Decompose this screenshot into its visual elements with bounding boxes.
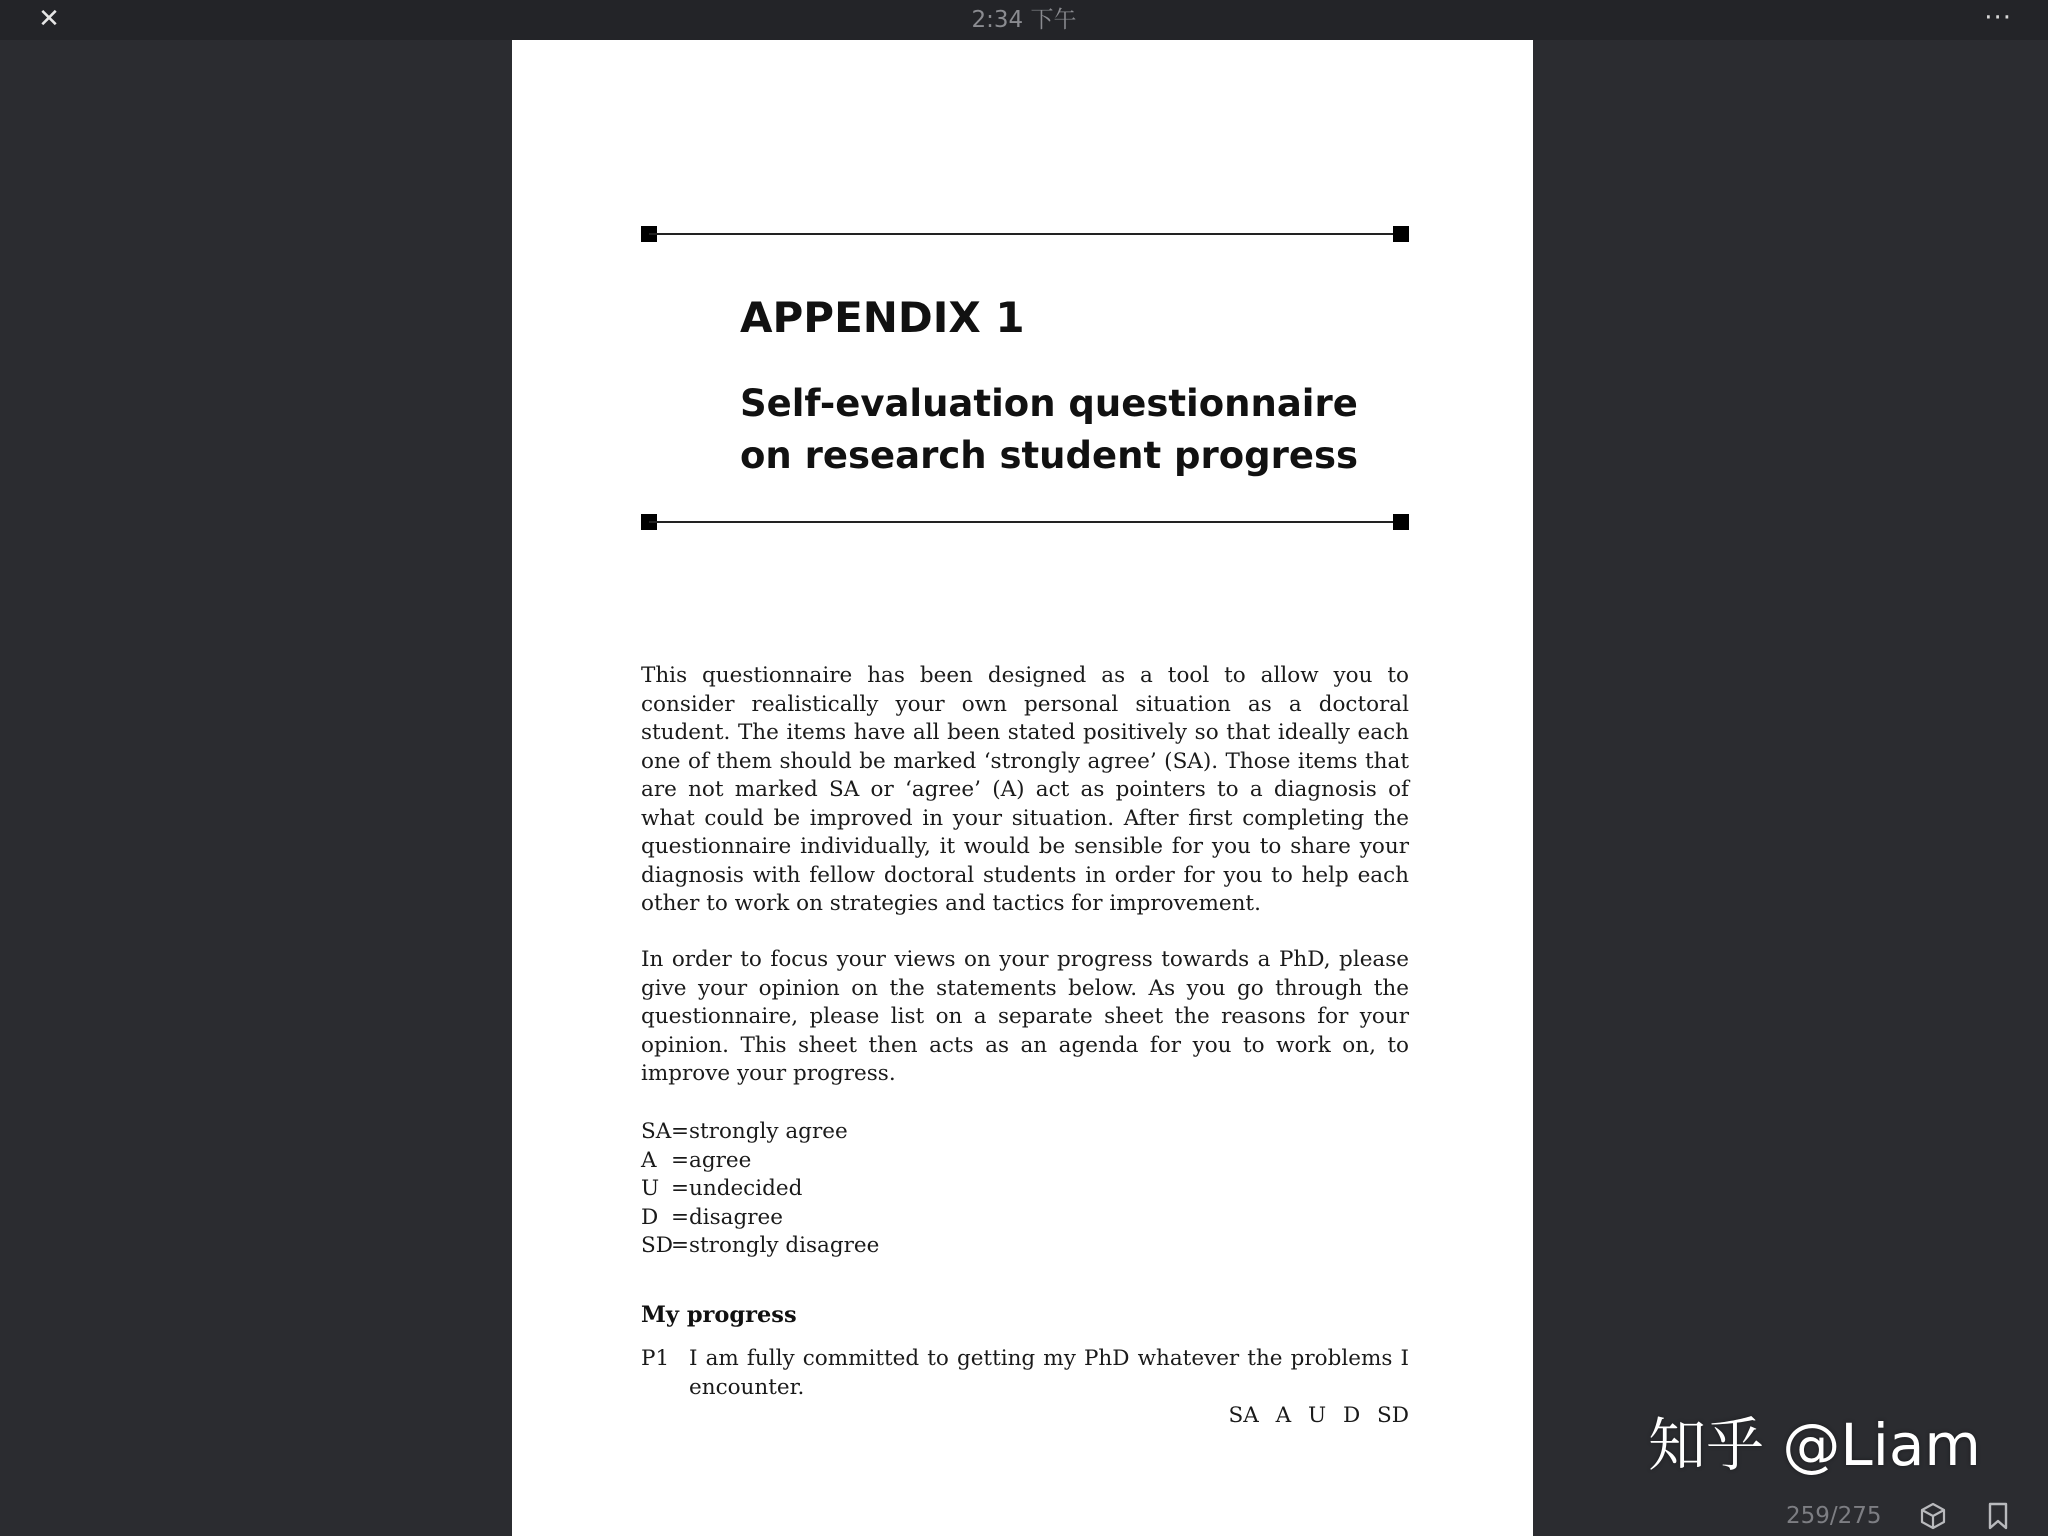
rating-scale bbox=[1218, 1402, 1409, 1431]
legend-row: SD=strongly disagree bbox=[641, 1233, 880, 1258]
page-counter: 259/275 bbox=[1786, 1503, 1882, 1529]
bookmark-icon[interactable] bbox=[1986, 1501, 2010, 1531]
scale-option: SA bbox=[1228, 1403, 1259, 1428]
scale-option: SD bbox=[1377, 1403, 1409, 1428]
appendix-label: APPENDIX 1 bbox=[740, 293, 1025, 342]
legend-row: U =undecided bbox=[641, 1176, 803, 1201]
rating-legend bbox=[641, 1118, 879, 1261]
item-number: P1 bbox=[641, 1346, 670, 1371]
watermark: 知乎 @Liam bbox=[1648, 1411, 1981, 1479]
scale-option: D bbox=[1342, 1403, 1361, 1428]
intro-paragraph: This questionnaire has been designed as a tool to allow you to consider realistically your own personal situation as a doctoral student. The items have all been stated positively so that ideally each one of them should be marked ‘strongly agree’ (SA). Those items that are not marked SA or ‘agree’ (A) act as pointers to a diagnosis of what could be improved in your situation. After first completing the questionnaire individually, it would be sensible for you to share your diagnosis with fellow doctoral students in order for you to help each other to work on strategies and tactics for improvement. bbox=[641, 663, 1409, 916]
legend-row: SA=strongly agree bbox=[641, 1119, 848, 1144]
cube-icon[interactable] bbox=[1918, 1501, 1948, 1531]
legend-row: D =disagree bbox=[641, 1204, 783, 1230]
item-statement: I am fully committed to getting my PhD whatever the problems I encounter. bbox=[689, 1346, 1409, 1400]
scale-option: A bbox=[1275, 1403, 1292, 1428]
legend-row: A =agree bbox=[641, 1147, 752, 1173]
close-icon[interactable]: ✕ bbox=[38, 4, 60, 34]
instructions-paragraph: In order to focus your views on your progress towards a PhD, please give your opinion on the statements below. As you go through the questionnaire, please list on a separate sheet the reasons for your opinion. This sheet then acts as an agenda for you to work on, to improve your progress. bbox=[641, 947, 1409, 1086]
top-bar bbox=[0, 0, 2048, 40]
document-page bbox=[512, 40, 1533, 1536]
more-options-icon[interactable]: ··· bbox=[1984, 3, 2012, 33]
bottom-rule bbox=[641, 514, 1409, 530]
top-rule bbox=[641, 226, 1409, 242]
scale-option: U bbox=[1307, 1403, 1327, 1428]
status-time: 2:34 下午 bbox=[971, 7, 1077, 33]
page-title: Self-evaluation questionnaire on research student progress bbox=[740, 382, 1359, 477]
section-heading: My progress bbox=[641, 1302, 797, 1328]
